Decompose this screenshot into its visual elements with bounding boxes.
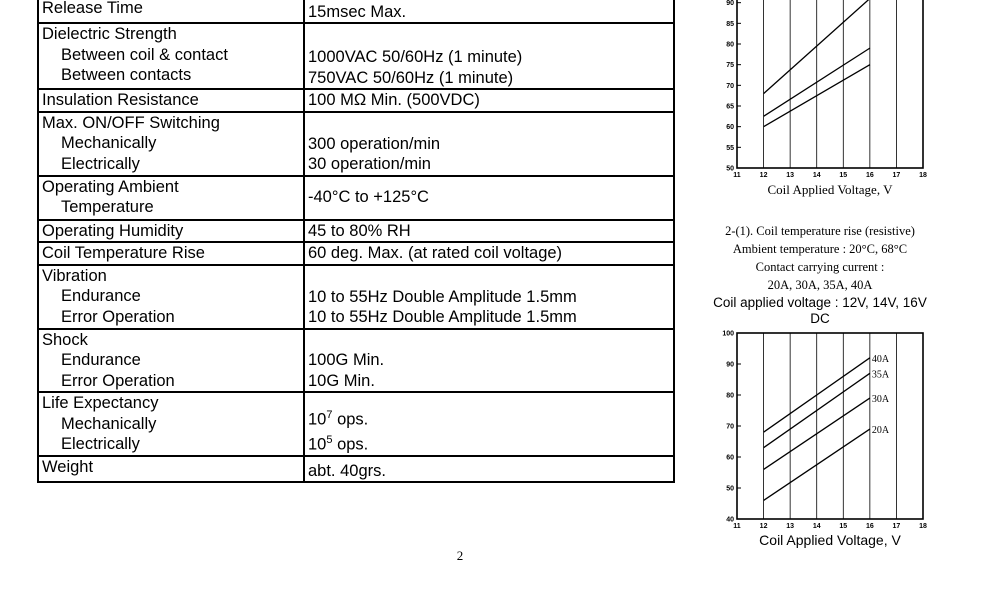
spec-value-cell — [304, 23, 674, 89]
spec-value-cell — [304, 456, 674, 482]
spec-value: 45 to 80% RH — [308, 221, 411, 240]
chart2-xlabel: Coil Applied Voltage, V — [759, 532, 901, 548]
spec-row — [38, 392, 674, 456]
spec-value-exponent: 7 — [326, 409, 333, 421]
spec-sublabel: Endurance — [61, 287, 141, 305]
spec-value-cell — [304, 112, 674, 176]
spec-label: Max. ON/OFF Switching — [42, 113, 220, 132]
spec-label: Operating Ambient — [42, 177, 179, 196]
x-tick-label: 14 — [812, 523, 821, 530]
spec-value — [308, 405, 670, 430]
spec-label: Release Time — [42, 0, 143, 17]
spec-value-cell — [304, 392, 674, 456]
chart2-title: 2-(1). Coil temperature rise (resistive) — [725, 224, 915, 238]
spec-label-cell — [38, 242, 304, 265]
chart2-subtitle-2: Contact carrying current : — [755, 260, 885, 274]
chart2-subtitle-5: DC — [810, 311, 830, 326]
spec-value: abt. 40grs. — [308, 461, 386, 480]
y-tick-label: 90 — [726, 361, 734, 369]
spec-sublabel: Electrically — [61, 435, 140, 453]
y-tick-label: 65 — [726, 103, 734, 111]
y-tick-label: 50 — [726, 165, 734, 173]
spec-value: 100G Min. — [308, 351, 385, 369]
spec-label-cell — [38, 0, 304, 23]
spec-sublabel: Endurance — [61, 351, 141, 369]
chart2-subtitle-3: 20A, 30A, 35A, 40A — [767, 278, 873, 292]
spec-sublabel: Error Operation — [61, 307, 175, 326]
plot-frame — [737, 333, 923, 519]
x-tick-label: 17 — [892, 172, 901, 179]
spec-value-cell — [304, 265, 674, 329]
series-label: 20A — [871, 425, 890, 437]
chart2-caption — [690, 222, 950, 326]
spec-label: Dielectric Strength — [42, 25, 177, 43]
chart-ambient-temperature — [710, 0, 940, 200]
series-label: 35A — [871, 369, 890, 381]
spec-value-exponent: 5 — [326, 434, 333, 446]
spec-value-suffix: ops. — [332, 435, 369, 454]
y-tick-label: 55 — [726, 144, 734, 152]
x-tick-label: 15 — [839, 172, 848, 179]
spec-sublabel: Electrically — [61, 154, 140, 173]
spec-label-cell — [38, 456, 304, 482]
spec-label: Shock — [42, 330, 88, 349]
x-tick-label: 12 — [759, 172, 768, 179]
y-tick-label: 40 — [726, 516, 734, 524]
spec-label: Weight — [42, 458, 94, 476]
spec-label-cell — [38, 112, 304, 176]
spec-sublabel: Between coil & contact — [61, 45, 228, 64]
spec-label-cell — [38, 265, 304, 329]
spec-value: 300 operation/min — [308, 134, 441, 153]
spec-row — [38, 265, 674, 329]
spec-sublabel: Mechanically — [61, 414, 157, 433]
x-tick-label: 17 — [892, 523, 901, 530]
x-tick-label: 11 — [733, 523, 741, 530]
x-tick-label: 11 — [733, 172, 741, 179]
spec-label: Life Expectancy — [42, 394, 159, 412]
spec-value-base: 10 — [308, 410, 327, 429]
spec-value-cell — [304, 0, 674, 23]
spec-value-cell — [304, 220, 674, 243]
spec-value: 10G Min. — [308, 371, 375, 390]
x-tick-label: 12 — [759, 523, 768, 530]
x-tick-label: 18 — [919, 172, 927, 179]
chart2-subtitle-4: Coil applied voltage : 12V, 14V, 16V — [713, 295, 927, 310]
spec-label: Operating Humidity — [42, 221, 184, 240]
spec-table — [37, 0, 675, 483]
spec-value: 1000VAC 50/60Hz (1 minute) — [308, 48, 523, 66]
spec-sublabel: Temperature — [61, 198, 154, 216]
spec-label-cell — [38, 23, 304, 89]
spec-value-base: 10 — [308, 435, 327, 454]
x-tick-label: 18 — [919, 523, 927, 530]
series-label: 40A — [871, 353, 890, 365]
y-tick-label: 50 — [726, 485, 734, 493]
spec-value-suffix: ops. — [332, 410, 369, 429]
spec-row — [38, 242, 674, 265]
spec-value-cell — [304, 329, 674, 393]
spec-label-cell — [38, 220, 304, 243]
spec-label: Coil Temperature Rise — [42, 244, 205, 262]
spec-value — [308, 430, 670, 455]
y-tick-label: 85 — [726, 20, 734, 28]
spec-row — [38, 220, 674, 243]
spec-value-cell — [304, 176, 674, 220]
spec-label-cell — [38, 329, 304, 393]
spec-sublabel: Error Operation — [61, 371, 175, 390]
spec-label: Vibration — [42, 266, 107, 285]
spec-sublabel: Mechanically — [61, 134, 157, 152]
spec-value-cell — [304, 242, 674, 265]
x-tick-label: 16 — [865, 172, 874, 179]
spec-label: Insulation Resistance — [42, 91, 199, 109]
x-tick-label: 15 — [839, 523, 848, 530]
x-tick-label: 13 — [786, 172, 795, 179]
spec-value: 60 deg. Max. (at rated coil voltage) — [308, 244, 563, 262]
x-tick-label: 13 — [786, 523, 795, 530]
spec-row — [38, 112, 674, 176]
spec-label-cell — [38, 392, 304, 456]
spec-value: 15msec Max. — [308, 2, 407, 21]
y-tick-label: 70 — [726, 82, 734, 90]
page-number: 2 — [456, 548, 464, 563]
y-tick-label: 60 — [726, 124, 734, 132]
spec-row — [38, 23, 674, 89]
series-label: 30A — [871, 394, 890, 406]
y-tick-label: 60 — [726, 454, 734, 462]
chart2-subtitle-1: Ambient temperature : 20°C, 68°C — [732, 242, 908, 256]
spec-row — [38, 0, 674, 23]
spec-row — [38, 176, 674, 220]
y-tick-label: 100 — [722, 330, 734, 338]
chart-coil-temperature-rise — [710, 325, 940, 535]
spec-value: 10 to 55Hz Double Amplitude 1.5mm — [308, 308, 577, 326]
y-tick-label: 90 — [726, 0, 734, 8]
spec-sublabel: Between contacts — [61, 66, 192, 84]
spec-label-cell — [38, 89, 304, 112]
spec-label-cell — [38, 176, 304, 220]
spec-value: 100 MΩ Min. (500VDC) — [308, 91, 480, 109]
x-tick-label: 16 — [865, 523, 874, 530]
spec-row — [38, 89, 674, 112]
spec-value: -40°C to +125°C — [308, 188, 429, 207]
y-tick-label: 75 — [726, 62, 734, 70]
spec-value: 10 to 55Hz Double Amplitude 1.5mm — [308, 287, 577, 306]
spec-value: 750VAC 50/60Hz (1 minute) — [308, 68, 514, 87]
chart1-xlabel: Coil Applied Voltage, V — [767, 182, 893, 197]
y-tick-label: 80 — [726, 392, 734, 400]
y-tick-label: 70 — [726, 423, 734, 431]
plot-frame — [737, 0, 923, 168]
y-tick-label: 80 — [726, 41, 734, 49]
spec-value: 30 operation/min — [308, 155, 431, 173]
spec-row — [38, 456, 674, 482]
spec-value-cell — [304, 89, 674, 112]
spec-row — [38, 329, 674, 393]
x-tick-label: 14 — [812, 172, 821, 179]
